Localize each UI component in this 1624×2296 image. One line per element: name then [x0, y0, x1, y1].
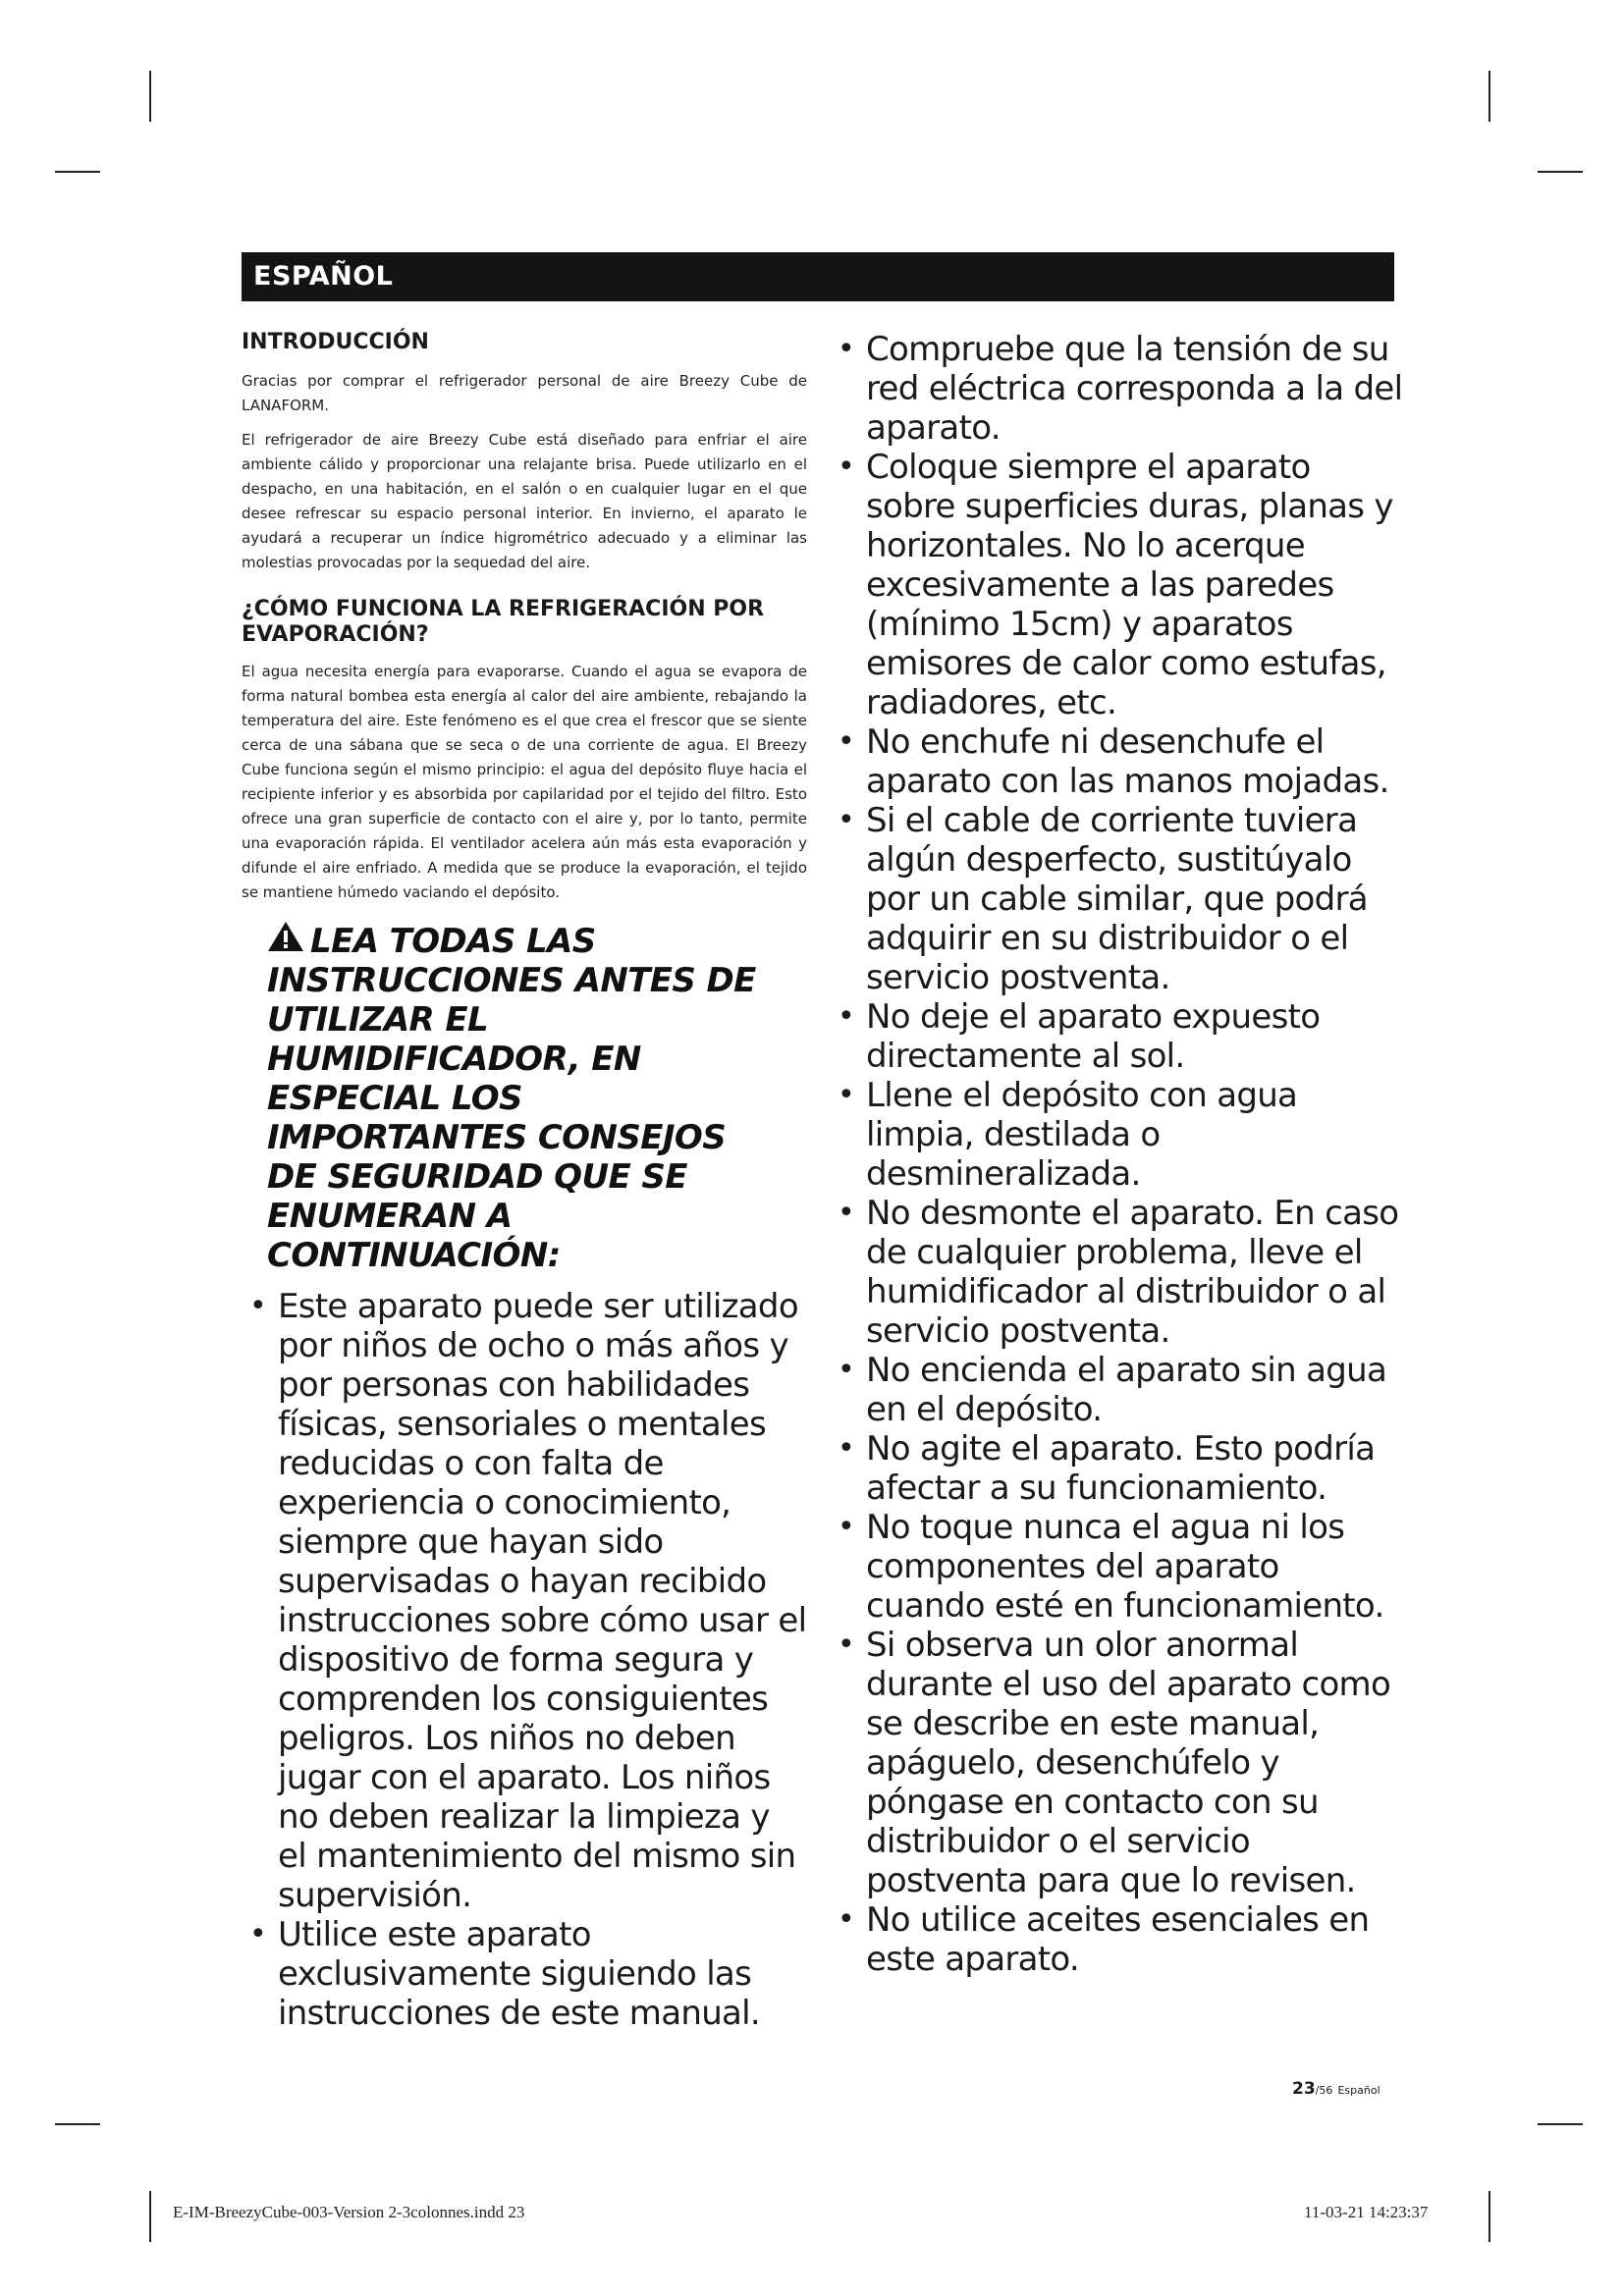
safety-warning	[267, 921, 778, 1275]
how-it-works-paragraph: El agua necesita energía para evaporarse. Cuando el agua se evapora de forma natural bombea esta energía al calor del aire ambiente, rebajando la temperatura del aire. Este fenómeno es el que crea el frescor que se siente cerca de una sábana que se seca o de una corriente de agua. El Breezy Cube funciona según el mismo principio: el agua del depósito fluye hacia el recipiente inferior y es absorbida por capilaridad por el tejido del filtro. Esto ofrece una gran superficie de contacto con el aire y, por lo tanto, permite una evaporación rápida. El ventilador acelera aún más esta evaporación y difunde el aire enfriado. A medida que se produce la evaporación, el tejido se mantiene húmedo vaciando el depósito.	[242, 663, 807, 901]
page-number	[1292, 2079, 1380, 2099]
list-item: • Si el cable de corriente tuviera algún desperfecto, sustitúyalo por un cable similar, que podrá adquirir en su distribuidor o el servicio postventa.	[838, 801, 1368, 997]
crop-mark	[55, 2123, 100, 2125]
list-item: • Este aparato puede ser utilizado por niños de ocho o más años y por personas con habilidades físicas, sensoriales o mentales reducidas o con falta de experiencia o conocimiento, siempre que hayan sido supervisadas o hayan recibido instrucciones sobre cómo usar el dispositivo de forma segura y comprenden los consiguientes peligros. Los niños no deben jugar con el aparato. Los niños no deben realizar la limpieza y el mantenimiento del mismo sin supervisión.	[249, 1287, 807, 1915]
intro-paragraph: El refrigerador de aire Breezy Cube está diseñado para enfriar el aire ambiente cálido y proporcionar una relajante brisa. Puede utilizarlo en el despacho, en una habitación, en el salón o en cualquier lugar en el que desee refrescar su espacio personal interior. En invierno, el aparato le ayudará a recuperar un índice higrométrico adecuado y a eliminar las molestias provocadas por la sequedad del aire.	[242, 431, 807, 571]
crop-mark	[1489, 71, 1490, 122]
list-item: • Compruebe que la tensión de su red eléctrica corresponda a la del aparato.	[838, 330, 1403, 448]
crop-mark	[149, 2191, 151, 2242]
warning-text: LEA TODAS LAS INSTRUCCIONES ANTES DE UTILIZAR EL HUMIDIFICADOR, EN ESPECIAL LOS IMPORTANTES CONSEJOS DE SEGURIDAD QUE SE ENUMERAN A CONTINUACIÓN:	[267, 922, 756, 1275]
list-item: • Llene el depósito con agua limpia, destilada o desmineralizada.	[838, 1076, 1298, 1194]
page-total: /56	[1315, 2084, 1333, 2097]
crop-mark	[149, 71, 151, 122]
list-item: • Coloque siempre el aparato sobre superficies duras, planas y horizontales. No lo acerque excesivamente a las paredes (mínimo 15cm) y aparatos emisores de calor como estufas, radiadores, etc.	[838, 448, 1393, 722]
list-item: • Si observa un olor anormal durante el uso del aparato como se describe en este manual, apáguelo, desenchúfelo y póngase en contacto con su distribuidor o el servicio postventa para que lo revisen.	[838, 1626, 1391, 1900]
crop-mark	[55, 171, 100, 173]
how-it-works-heading: ¿CÓMO FUNCIONA LA REFRIGERACIÓN POR EVAPORACIÓN?	[242, 597, 765, 647]
language-header-bar: ESPAÑOL	[242, 252, 1394, 301]
list-item: • No agite el aparato. Esto podría afectar a su funcionamiento.	[838, 1429, 1376, 1508]
footer-file-info: E-IM-BreezyCube-003-Version 2-3colonnes.indd 23	[173, 2203, 525, 2221]
list-item: • No toque nunca el agua ni los componentes del aparato cuando esté en funcionamiento.	[838, 1508, 1384, 1626]
list-item: • Utilice este aparato exclusivamente siguiendo las instrucciones de este manual.	[249, 1915, 761, 2033]
list-item: • No deje el aparato expuesto directamente al sol.	[838, 997, 1321, 1076]
intro-heading: INTRODUCCIÓN	[242, 330, 429, 354]
list-item: • No desmonte el aparato. En caso de cualquier problema, lleve el humidificador al distribuidor o al servicio postventa.	[838, 1194, 1399, 1351]
left-column	[242, 330, 807, 2033]
right-column	[830, 330, 1407, 1979]
list-item: • No encienda el aparato sin agua en el depósito.	[838, 1351, 1387, 1429]
page-current: 23	[1292, 2079, 1316, 2099]
crop-mark	[1538, 171, 1583, 173]
warning-triangle-icon	[267, 921, 304, 952]
intro-paragraph: Gracias por comprar el refrigerador personal de aire Breezy Cube de LANAFORM.	[242, 372, 807, 414]
footer-datetime: 11-03-21 14:23:37	[1304, 2203, 1429, 2221]
page-language-label: Español	[1337, 2084, 1380, 2097]
safety-list-left	[242, 1287, 807, 2033]
list-item: • No enchufe ni desenchufe el aparato con las manos mojadas.	[838, 722, 1389, 801]
list-item: • No utilice aceites esenciales en este aparato.	[838, 1900, 1370, 1979]
crop-mark	[1538, 2123, 1583, 2125]
crop-mark	[1489, 2191, 1490, 2242]
safety-list-right	[830, 330, 1407, 1979]
